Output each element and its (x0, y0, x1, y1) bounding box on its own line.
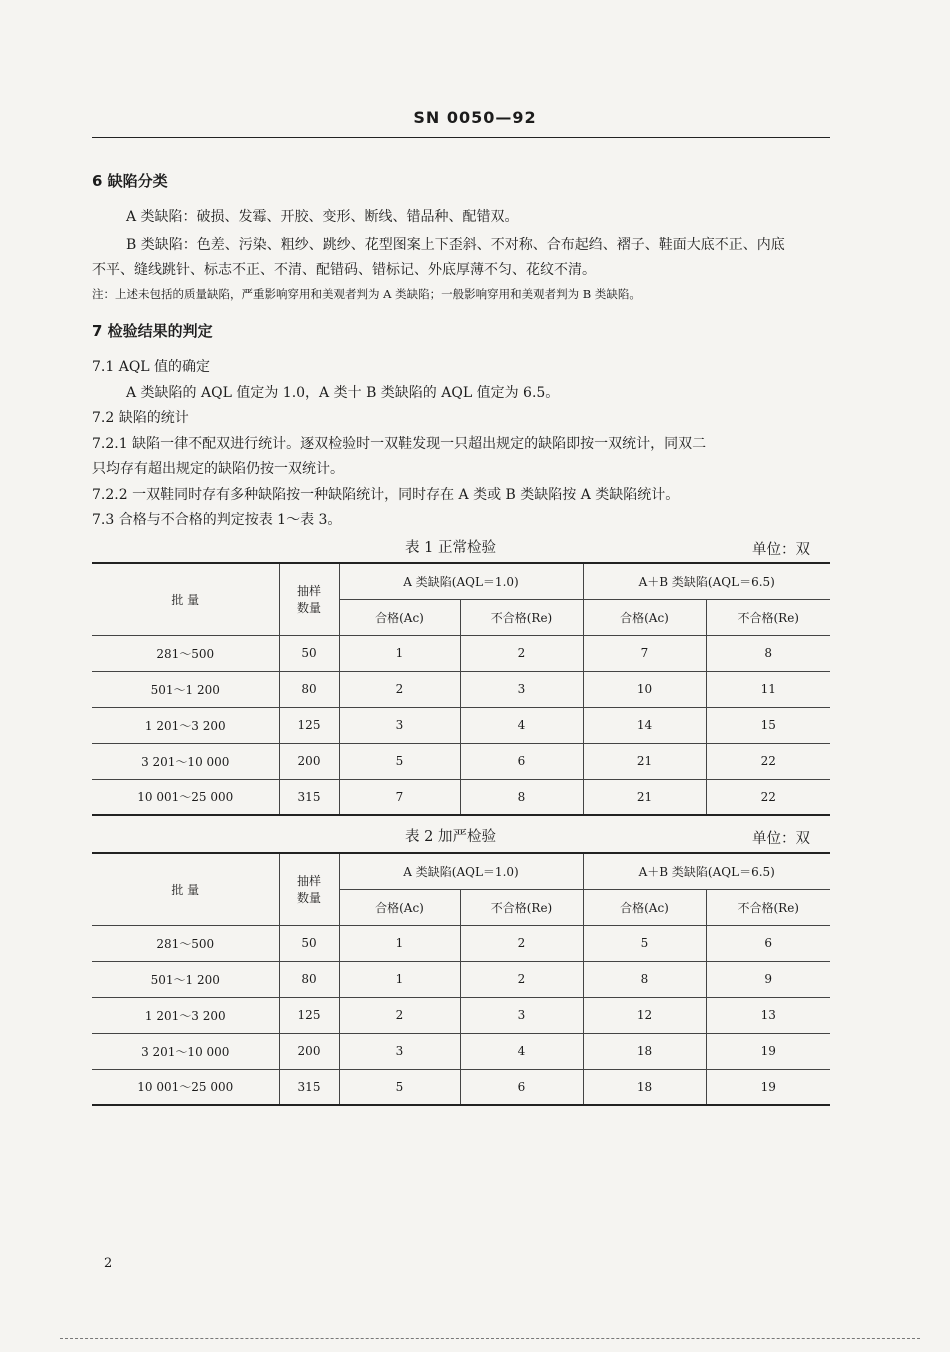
table-cell: 1 (339, 635, 460, 671)
table-row (92, 997, 830, 1033)
section-6-heading: 6 缺陷分类 (92, 172, 168, 190)
table-cell: 2 (339, 997, 460, 1033)
table-cell: 2 (339, 671, 460, 707)
table-cell: 19 (706, 1069, 830, 1105)
fail-header: 不合格(Re) (460, 889, 583, 925)
table-2 (92, 852, 830, 1106)
table-cell: 7 (339, 779, 460, 815)
table-cell: 80 (279, 671, 339, 707)
table-cell: 50 (279, 635, 339, 671)
table-cell: 18 (583, 1069, 706, 1105)
table-2-unit: 单位：双 (752, 831, 810, 847)
b-defects-line-2: 不平、缝线跳针、标志不正、不清、配错码、错标记、外底厚薄不匀、花纹不清。 (92, 262, 596, 278)
table-row (92, 671, 830, 707)
table-cell: 2 (460, 635, 583, 671)
table-cell: 125 (279, 997, 339, 1033)
table-row (92, 743, 830, 779)
table-cell: 2 (460, 925, 583, 961)
table-row (92, 1069, 830, 1105)
table-cell: 14 (583, 707, 706, 743)
a-class-header: A 类缺陷(AQL＝1.0) (339, 563, 583, 599)
table-row (92, 779, 830, 815)
sample-size-header: 抽样 数量 (279, 853, 339, 925)
table-cell: 21 (583, 743, 706, 779)
table-cell: 8 (706, 635, 830, 671)
page-number: 2 (104, 1256, 113, 1271)
table-cell: 18 (583, 1033, 706, 1069)
pass-header: 合格(Ac) (583, 599, 706, 635)
table-cell: 1 (339, 961, 460, 997)
section-7-2-2: 7.2.2 一双鞋同时存有多种缺陷按一种缺陷统计，同时存在 A 类或 B 类缺陷按 A 类缺陷统计。 (92, 487, 680, 503)
header-rule (92, 137, 830, 138)
table-cell: 3 201～10 000 (92, 1033, 279, 1069)
table-cell: 10 001～25 000 (92, 1069, 279, 1105)
table-cell: 315 (279, 779, 339, 815)
table-cell: 281～500 (92, 635, 279, 671)
table-cell: 5 (339, 743, 460, 779)
section-7-2-1-line-1: 7.2.1 缺陷一律不配双进行统计。逐双检验时一双鞋发现一只超出规定的缺陷即按一双统计，同双二 (92, 436, 707, 452)
section-7-1-title: 7.1 AQL 值的确定 (92, 359, 211, 375)
fail-header: 不合格(Re) (460, 599, 583, 635)
table-cell: 80 (279, 961, 339, 997)
section-7-2-1-line-2: 只均存有超出规定的缺陷仍按一双统计。 (92, 461, 344, 477)
table-cell: 15 (706, 707, 830, 743)
table-cell: 4 (460, 707, 583, 743)
sample-size-header: 抽样 数量 (279, 563, 339, 635)
section-6-note: 注：上述未包括的质量缺陷，严重影响穿用和美观者判为 A 类缺陷；一般影响穿用和美观者判为 B 类缺陷。 (92, 287, 641, 301)
table-1-unit: 单位：双 (752, 542, 810, 558)
table-cell: 3 201～10 000 (92, 743, 279, 779)
table-cell: 200 (279, 1033, 339, 1069)
document-code: SN 0050—92 (413, 108, 537, 127)
table-cell: 3 (339, 707, 460, 743)
table-cell: 12 (583, 997, 706, 1033)
table-row (92, 1033, 830, 1069)
table-cell: 1 201～3 200 (92, 707, 279, 743)
table-2-caption: 表 2 加严检验 (405, 829, 496, 845)
section-7-2-title: 7.2 缺陷的统计 (92, 410, 189, 426)
table-cell: 10 001～25 000 (92, 779, 279, 815)
a-class-header: A 类缺陷(AQL＝1.0) (339, 853, 583, 889)
table-cell: 6 (460, 1069, 583, 1105)
table-cell: 501～1 200 (92, 671, 279, 707)
table-cell: 3 (460, 671, 583, 707)
table-cell: 7 (583, 635, 706, 671)
table-cell: 5 (583, 925, 706, 961)
section-7-1-text: A 类缺陷的 AQL 值定为 1.0，A 类十 B 类缺陷的 AQL 值定为 6.5。 (126, 385, 560, 401)
lot-size-header: 批 量 (92, 563, 279, 635)
pass-header: 合格(Ac) (583, 889, 706, 925)
table-cell: 13 (706, 997, 830, 1033)
table-cell: 125 (279, 707, 339, 743)
table-cell: 21 (583, 779, 706, 815)
table-cell: 3 (460, 997, 583, 1033)
table-cell: 200 (279, 743, 339, 779)
table-cell: 9 (706, 961, 830, 997)
table-cell: 1 (339, 925, 460, 961)
table-row (92, 635, 830, 671)
table-cell: 8 (460, 779, 583, 815)
fail-header: 不合格(Re) (706, 599, 830, 635)
table-1-caption: 表 1 正常检验 (405, 540, 496, 556)
table-row (92, 961, 830, 997)
table-cell: 2 (460, 961, 583, 997)
table-cell: 5 (339, 1069, 460, 1105)
pass-header: 合格(Ac) (339, 599, 460, 635)
table-cell: 281～500 (92, 925, 279, 961)
fail-header: 不合格(Re) (706, 889, 830, 925)
table-cell: 19 (706, 1033, 830, 1069)
table-cell: 22 (706, 779, 830, 815)
table-cell: 3 (339, 1033, 460, 1069)
table-row (92, 925, 830, 961)
b-defects-line-1: B 类缺陷：色差、污染、粗纱、跳纱、花型图案上下歪斜、不对称、合布起绉、褶子、鞋面大底不正、内底 (126, 237, 785, 253)
section-7-heading: 7 检验结果的判定 (92, 322, 213, 340)
pass-header: 合格(Ac) (339, 889, 460, 925)
table-cell: 501～1 200 (92, 961, 279, 997)
table-cell: 315 (279, 1069, 339, 1105)
table-cell: 22 (706, 743, 830, 779)
table-cell: 8 (583, 961, 706, 997)
table-1 (92, 562, 830, 816)
table-cell: 10 (583, 671, 706, 707)
table-cell: 11 (706, 671, 830, 707)
lot-size-header: 批 量 (92, 853, 279, 925)
a-defects-text: A 类缺陷：破损、发霉、开胶、变形、断线、错品种、配错双。 (126, 209, 519, 225)
footer-scan-line (60, 1338, 920, 1339)
table-cell: 6 (460, 743, 583, 779)
ab-class-header: A＋B 类缺陷(AQL＝6.5) (583, 563, 830, 599)
table-cell: 6 (706, 925, 830, 961)
table-row (92, 707, 830, 743)
table-cell: 50 (279, 925, 339, 961)
ab-class-header: A＋B 类缺陷(AQL＝6.5) (583, 853, 830, 889)
table-cell: 4 (460, 1033, 583, 1069)
section-7-3: 7.3 合格与不合格的判定按表 1～表 3。 (92, 512, 342, 528)
table-cell: 1 201～3 200 (92, 997, 279, 1033)
